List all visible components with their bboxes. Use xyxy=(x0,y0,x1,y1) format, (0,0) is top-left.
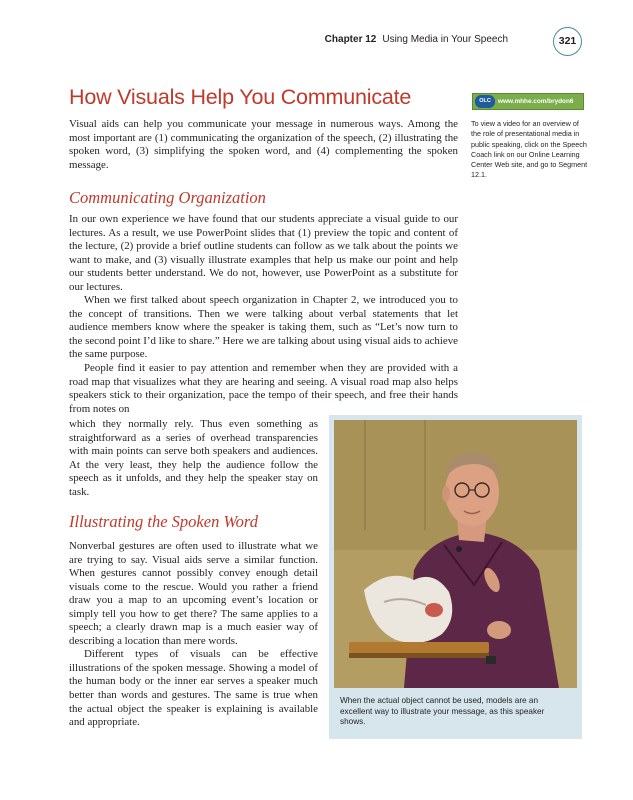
subhead-illustrating-spoken-word: Illustrating the Spoken Word xyxy=(69,512,258,531)
intro-paragraph: Visual aids can help you communicate your message in numerous ways. Among the most important are (1) communicating the organization of the speech, (2) illustrating the spoken word, (3) simplifying the spoken word, and (4) complementing the spoken message. xyxy=(69,118,458,171)
paragraph: When we first talked about speech organization in Chapter 2, we introduced you to the concept of transitions. Then we were talking about verbal statements that let audience members know where the speaker is taking them, such as “Let’s now turn to the second point I’d like to share.” Here we are talking about using visual aids to achieve the same purpose. xyxy=(69,294,458,361)
paragraph: which they normally rely. Thus even something as straightforward as a series of overhead transparencies with main points can serve both speakers and audiences. At the very least, they help the audience follow the speech as it unfolds, and they help the speaker stay on task. xyxy=(69,418,318,498)
paragraph: Nonverbal gestures are often used to illustrate what we are trying to say. Visual aids serve a similar function. When gestures cannot possibly convey enough detail visuals come to the rescue. Would you rather a friend draw you a map to an upcoming event’s location or simply tell you how to get there? The same applies to a speech; a clearly drawn map is a much easier way of describing a location than mere words. xyxy=(69,540,318,647)
section-title: How Visuals Help You Communicate xyxy=(69,85,412,109)
subhead-communicating-organization: Communicating Organization xyxy=(69,188,266,207)
paragraph: Different types of visuals can be effective illustrations of the spoken message. Showing a model of the human body or the inner ear serves a speaker much better than words and gestures. The same is true when the actual object the speaker is explaining is available and appropriate. xyxy=(69,648,318,729)
organization-text-narrow xyxy=(69,418,318,499)
chapter-title: Using Media in Your Speech xyxy=(382,34,508,45)
illustrating-text xyxy=(69,540,318,730)
olc-logo-icon: OLC xyxy=(475,95,495,108)
olc-url-badge[interactable] xyxy=(472,93,584,110)
figure-caption: When the actual object cannot be used, models are an excellent way to illustrate your message, as this speaker shows. xyxy=(340,696,545,726)
paragraph: In our own experience we have found that our students appreciate a visual guide to our lectures. As a result, we use PowerPoint slides that (1) preview the topic and content of the lecture, (2) provide a brief outline students can follow as we talk about the points we want to make, and (3) visually illustrate examples that help us make our point and help our students better understand. We do not, however, use PowerPoint as a substitute for our lectures. xyxy=(69,213,458,293)
intro-block xyxy=(69,118,458,172)
organization-text-wide xyxy=(69,213,458,416)
running-head xyxy=(325,34,508,45)
paragraph: People find it easier to pay attention and remember when they are provided with a road map that visualizes what they are hearing and seeing. A visual road map also helps speakers stick to their organization, pace the tempo of their speech, and free their hands from notes on xyxy=(69,362,458,415)
figure xyxy=(329,415,582,739)
olc-url[interactable]: www.mhhe.com/brydon6 xyxy=(498,98,574,105)
margin-note: To view a video for an overview of the role of presentational media in public speaking, click on the Speech Coach link on our Online Learning Center Web site, and go to Segment 12.1. xyxy=(471,119,588,180)
page-number: 321 xyxy=(553,27,582,56)
speaker-photo xyxy=(334,420,577,688)
chapter-label: Chapter 12 xyxy=(324,34,377,45)
